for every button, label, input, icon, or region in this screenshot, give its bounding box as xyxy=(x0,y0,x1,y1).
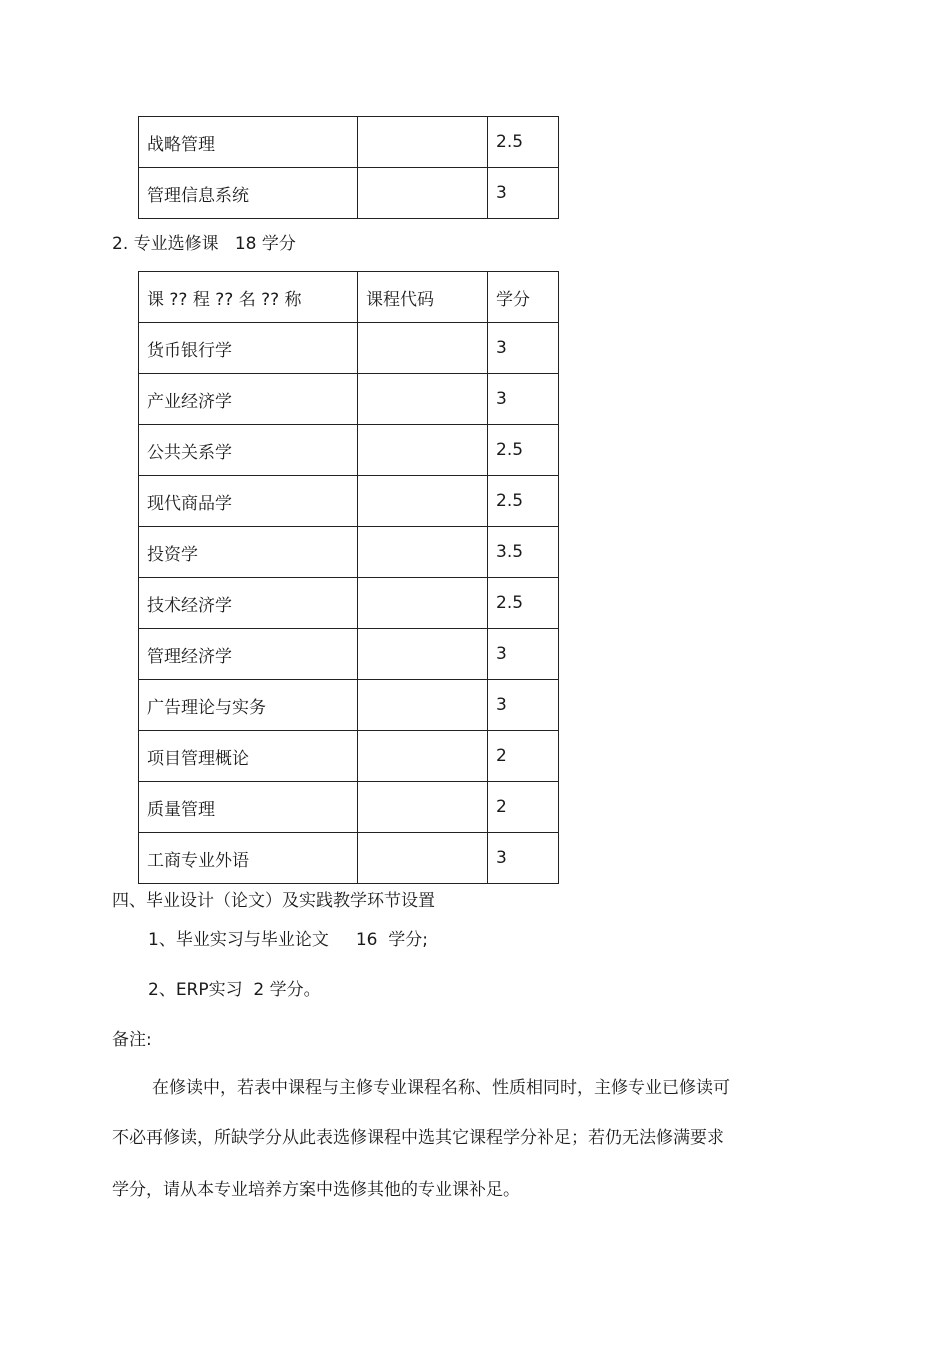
table-row xyxy=(139,629,559,680)
elective-course-table xyxy=(138,271,559,884)
course-name-cell: 工商专业外语 xyxy=(139,833,358,884)
course-code-cell xyxy=(358,117,488,168)
course-name-cell: 产业经济学 xyxy=(139,374,358,425)
course-name-cell: 广告理论与实务 xyxy=(139,680,358,731)
course-name-cell: 战略管理 xyxy=(139,117,358,168)
course-code-cell xyxy=(358,680,488,731)
course-code-cell xyxy=(358,629,488,680)
course-code-cell xyxy=(358,578,488,629)
course-code-cell xyxy=(358,476,488,527)
header-course-code: 课程代码 xyxy=(358,272,488,323)
credit-cell: 3 xyxy=(488,374,559,425)
credit-cell: 2 xyxy=(488,731,559,782)
credit-cell: 3 xyxy=(488,168,559,219)
course-code-cell xyxy=(358,782,488,833)
course-code-cell xyxy=(358,833,488,884)
credit-cell: 2.5 xyxy=(488,476,559,527)
core-course-table xyxy=(138,116,559,219)
course-code-cell xyxy=(358,425,488,476)
course-name-cell: 货币银行学 xyxy=(139,323,358,374)
course-code-cell xyxy=(358,374,488,425)
course-name-cell: 现代商品学 xyxy=(139,476,358,527)
course-code-cell xyxy=(358,731,488,782)
course-name-cell: 技术经济学 xyxy=(139,578,358,629)
section-heading-electives: 2. 专业选修课 18 学分 xyxy=(112,234,296,254)
credit-cell: 3.5 xyxy=(488,527,559,578)
notes-line-3: 学分，请从本专业培养方案中选修其他的专业课补足。 xyxy=(112,1180,520,1200)
credit-cell: 2 xyxy=(488,782,559,833)
table-header-row xyxy=(139,272,559,323)
table-row xyxy=(139,578,559,629)
table-row xyxy=(139,527,559,578)
course-name-cell: 管理经济学 xyxy=(139,629,358,680)
course-code-cell xyxy=(358,323,488,374)
course-code-cell xyxy=(358,168,488,219)
table-row xyxy=(139,680,559,731)
credit-cell: 2.5 xyxy=(488,578,559,629)
credit-cell: 3 xyxy=(488,629,559,680)
table-row xyxy=(139,425,559,476)
course-name-cell: 项目管理概论 xyxy=(139,731,358,782)
section-heading-practice: 四、毕业设计（论文）及实践教学环节设置 xyxy=(112,891,435,911)
practice-item-1: 1、毕业实习与毕业论文 16 学分; xyxy=(148,930,429,950)
notes-label: 备注: xyxy=(112,1030,152,1050)
table-row xyxy=(139,833,559,884)
table-row xyxy=(139,168,559,219)
credit-cell: 3 xyxy=(488,323,559,374)
credit-cell: 2.5 xyxy=(488,425,559,476)
course-name-cell: 公共关系学 xyxy=(139,425,358,476)
table-row xyxy=(139,374,559,425)
notes-line-2: 不必再修读，所缺学分从此表选修课程中选其它课程学分补足；若仍无法修满要求 xyxy=(112,1128,724,1148)
header-course-name: 课 ?? 程 ?? 名 ?? 称 xyxy=(139,272,358,323)
credit-cell: 3 xyxy=(488,833,559,884)
table-row xyxy=(139,782,559,833)
course-code-cell xyxy=(358,527,488,578)
table-row xyxy=(139,731,559,782)
practice-item-2: 2、ERP实习 2 学分。 xyxy=(148,980,321,1000)
course-name-cell: 质量管理 xyxy=(139,782,358,833)
credit-cell: 2.5 xyxy=(488,117,559,168)
credit-cell: 3 xyxy=(488,680,559,731)
table-row xyxy=(139,323,559,374)
table-row xyxy=(139,117,559,168)
notes-line-1: 在修读中，若表中课程与主修专业课程名称、性质相同时，主修专业已修读可 xyxy=(152,1078,730,1098)
course-name-cell: 投资学 xyxy=(139,527,358,578)
header-credit: 学分 xyxy=(488,272,559,323)
course-name-cell: 管理信息系统 xyxy=(139,168,358,219)
table-row xyxy=(139,476,559,527)
